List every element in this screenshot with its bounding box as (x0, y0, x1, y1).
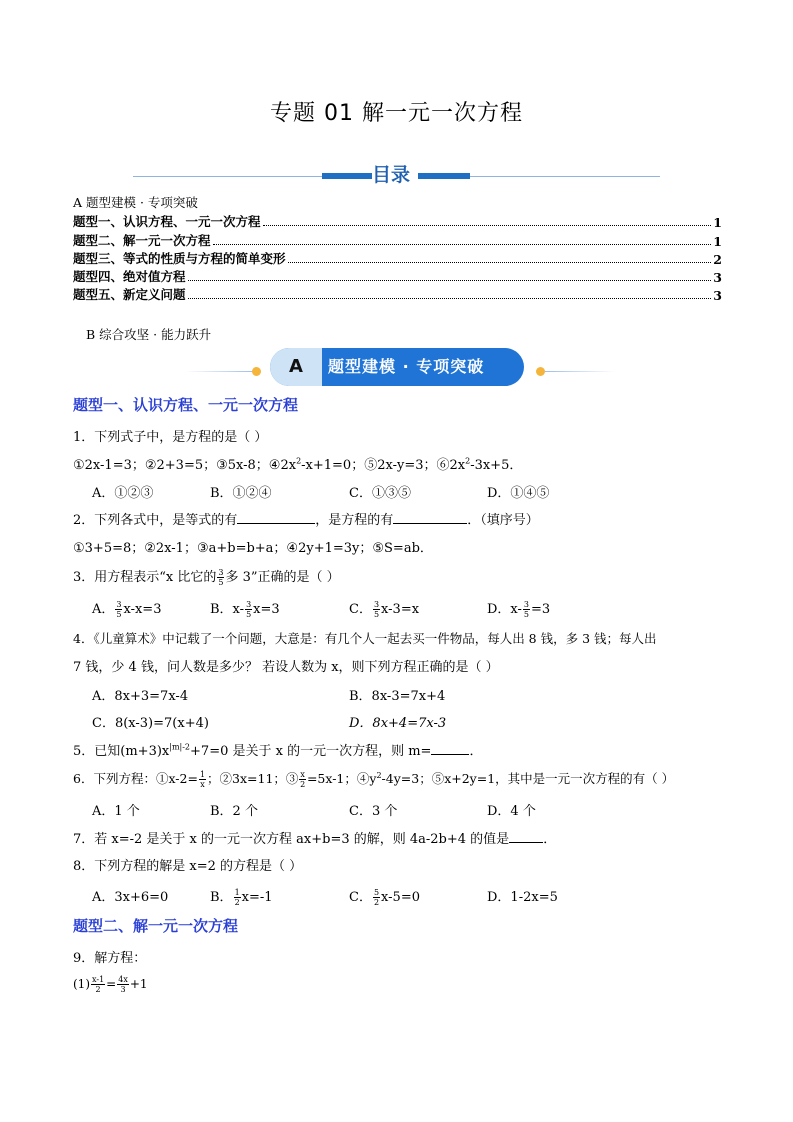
question-5-stem: 5．已知$(m+3)x^{|m|-2}+7=0$ 是关于 x 的一元一次方程，则 m= ． (73, 742, 483, 759)
toc-entry[interactable] (73, 267, 722, 285)
question-8-option-c[interactable]: C． $\frac{5}{2}$ x-5=0 (349, 888, 420, 907)
toc-page-number: 3 (713, 288, 722, 303)
banner-letter: A (270, 348, 322, 386)
question-1-stem: 1．下列式子中，是方程的是（ ） (73, 430, 268, 445)
question-3-option-d[interactable]: D．x- $\frac{3}{5}$ =3 (487, 600, 551, 619)
question-1-option-d[interactable]: D．①④⑤ (487, 486, 550, 501)
question-1-option-a[interactable]: A．①②③ (92, 486, 154, 501)
banner-dot-left (252, 367, 261, 376)
question-6-option-c[interactable]: C．3 个 (349, 804, 398, 819)
section-banner (270, 348, 524, 386)
question-4-option-d[interactable]: D．8x+4=7x-3 (349, 716, 447, 731)
question-8-option-d[interactable]: D．1-2x=5 (487, 890, 558, 905)
toc-part-a: A 题型建模 · 专项突破 (73, 195, 198, 210)
toc-page-number: 3 (713, 270, 722, 285)
toc-bar-right (418, 173, 470, 179)
answer-blank[interactable] (393, 511, 467, 524)
section-heading-2: 题型二、解一元一次方程 (73, 917, 239, 935)
toc-entry[interactable] (73, 212, 722, 230)
answer-blank[interactable] (237, 511, 315, 524)
question-8-option-a[interactable]: A．3x+6=0 (92, 890, 169, 905)
toc-leader (188, 298, 712, 299)
toc-leader (288, 262, 712, 263)
toc-entry-label: 题型四、绝对值方程 (73, 269, 186, 284)
question-4-option-a[interactable]: A．8x+3=7x-4 (92, 689, 189, 704)
question-9-stem: 9．解方程： (73, 951, 147, 966)
question-3-stem: 3．用方程表示“x 比它的 $\frac{3}{5}$ 多 3”正确的是（ ） (73, 568, 340, 587)
question-6-option-b[interactable]: B．2 个 (210, 804, 258, 819)
question-1-option-c[interactable]: C．①③⑤ (349, 486, 411, 501)
toc-leader (188, 280, 712, 281)
question-3-option-a[interactable]: A． $\frac{3}{5}$ x-x=3 (92, 600, 162, 619)
banner-line-right (545, 371, 615, 372)
answer-blank[interactable] (431, 742, 469, 755)
question-3-option-b[interactable]: B．x- $\frac{3}{5}$ x=3 (210, 600, 280, 619)
question-6-option-a[interactable]: A．1 个 (92, 804, 140, 819)
banner-line-left (185, 371, 255, 372)
question-7-stem: 7．若 x=-2 是关于 x 的一元一次方程 ax+b=3 的解，则 4a-2b+4 的值是 ． (73, 832, 557, 847)
question-3-option-c[interactable]: C． $\frac{3}{5}$ x-3=x (349, 600, 420, 619)
question-4-line-2: 7 钱，少 4 钱，问人数是多少？ 若设人数为 x，则下列方程正确的是（ ） (73, 660, 499, 675)
toc-leader (213, 244, 712, 245)
toc-entry-label: 题型二、解一元一次方程 (73, 233, 211, 248)
toc-heading: 目录 (372, 164, 411, 186)
toc-entry[interactable] (73, 249, 722, 267)
toc-divider-left (133, 176, 323, 177)
question-1-option-b[interactable]: B．①②④ (210, 486, 272, 501)
question-4-line-1: 4．《儿童算术》中记载了一个问题，大意是：有几个人一起去买一件物品，每人出 8 钱，多 3 钱；每人出 (73, 631, 657, 646)
answer-blank[interactable] (509, 830, 543, 843)
question-8-stem: 8．下列方程的解是 x=2 的方程是（ ） (73, 859, 303, 874)
toc-page-number: 2 (713, 252, 722, 267)
question-6-stem: 6．下列方程：①x-2= $\frac{1}{x}$ ；②3x=11；③ $\frac{x}{2}$ =5x-1；$④y^2-4y=3$；⑤x+2y=1，其中是一元一次方程的有（ ） (73, 770, 675, 789)
question-2-expressions: ①3+5=8；②2x-1；③a+b=b+a；④2y+1=3y；⑤S=ab． (73, 541, 433, 556)
question-4-option-c[interactable]: C．8(x-3)=7(x+4) (92, 716, 209, 731)
toc-page-number: 1 (713, 234, 722, 249)
question-9-equation-1: (1) $\frac{x-1}{2}$ = $\frac{4x}{3}$ +1 (73, 975, 148, 994)
toc-bar-left (322, 173, 372, 179)
toc-entry-label: 题型一、认识方程、一元一次方程 (73, 214, 261, 229)
toc-divider-right (470, 176, 660, 177)
banner-dot-right (536, 367, 545, 376)
question-4-option-b[interactable]: B．8x-3=7x+4 (349, 689, 446, 704)
banner-text: 题型建模 · 专项突破 (328, 357, 485, 376)
page-title: 专题 01 解一元一次方程 (270, 101, 523, 126)
toc-entry-label: 题型五、新定义问题 (73, 287, 186, 302)
toc-entry-label: 题型三、等式的性质与方程的简单变形 (73, 251, 286, 266)
question-8-option-b[interactable]: B． $\frac{1}{2}$ x=-1 (210, 888, 273, 907)
toc-leader (263, 225, 712, 226)
question-2-stem: 2．下列各式中，是等式的有 ，是方程的有 ．（填序号） (73, 513, 539, 528)
toc-page-number: 1 (713, 215, 722, 230)
section-heading-1: 题型一、认识方程、一元一次方程 (73, 396, 299, 414)
question-1-expressions: ①2x-1=3；②2+3=5；③5x-8；$④2x^2-x+1=0$；⑤2x-y=3；$⑥2x^2-3x+5$． (73, 456, 523, 473)
toc-part-b: B 综合攻坚 · 能力跃升 (86, 327, 212, 342)
question-6-option-d[interactable]: D．4 个 (487, 804, 536, 819)
toc-entry[interactable] (73, 231, 722, 249)
toc-entry[interactable] (73, 285, 722, 303)
